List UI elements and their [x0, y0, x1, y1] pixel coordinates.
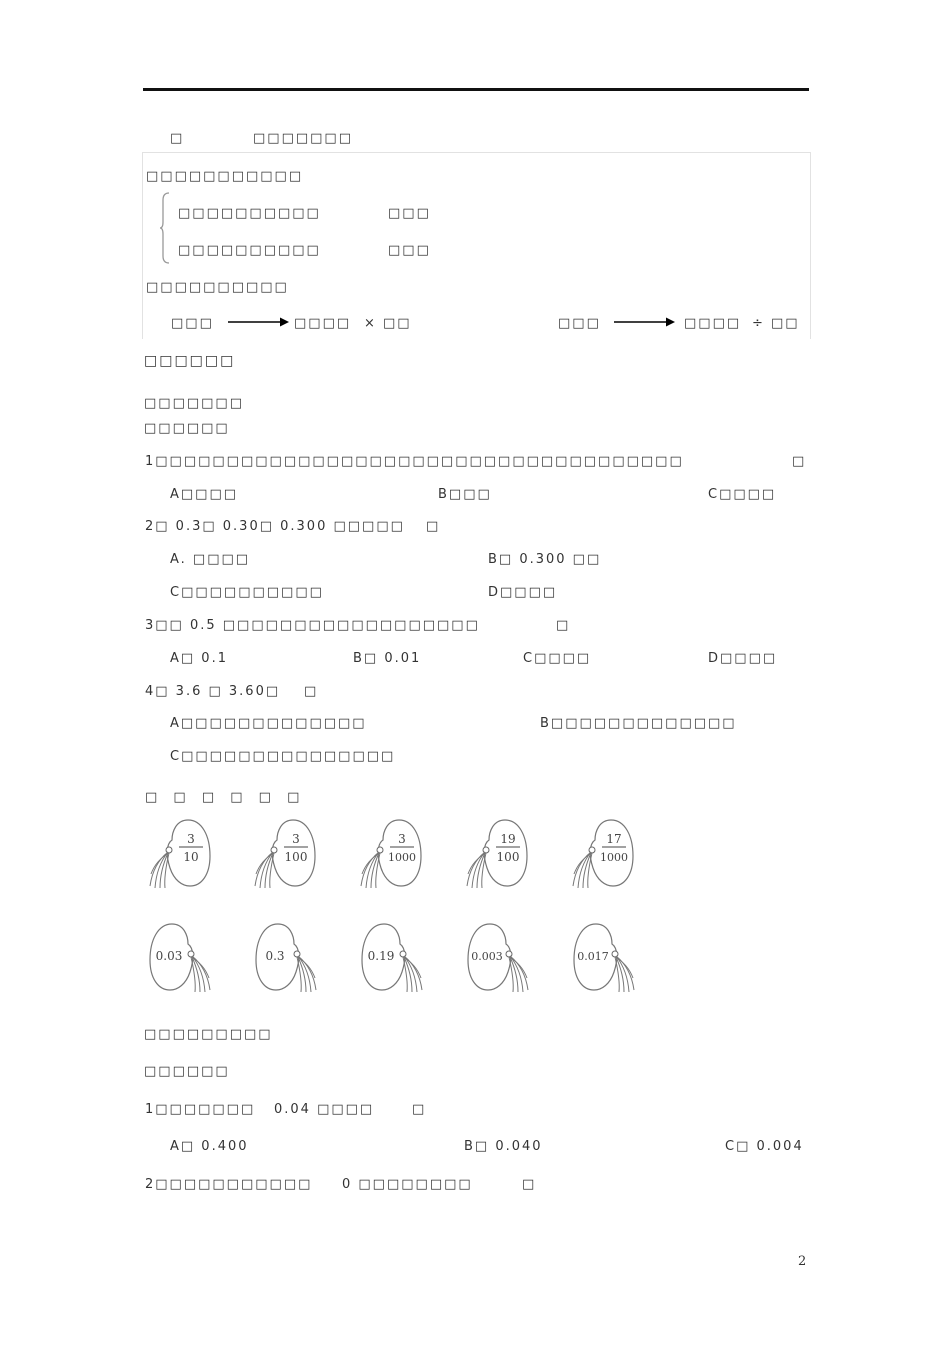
balloon-icon	[253, 816, 319, 890]
box-line-1: □□□□□□□□□□□	[146, 169, 304, 184]
fraction-denominator: 100	[496, 850, 520, 864]
q5-option-c: C□ 0.004	[725, 1139, 804, 1154]
decimal-value: 0.19	[367, 949, 395, 963]
subsection-2: □□□□□□	[144, 421, 230, 436]
q1-option-b: B□□□	[438, 487, 492, 502]
brace-item-2-value: □□□	[388, 243, 431, 258]
balloon-icon	[358, 920, 424, 994]
q2-option-b: B□ 0.300 □□	[488, 552, 602, 567]
q4-option-a: A□□□□□□□□□□□□□	[170, 716, 367, 731]
q3-option-b: B□ 0.01	[353, 651, 422, 666]
balloon-icon	[359, 816, 425, 890]
question-2-paren: □	[426, 519, 441, 534]
conv-1-to: □□□□	[294, 316, 352, 331]
q4-option-b: B□□□□□□□□□□□□□	[540, 716, 737, 731]
balloon-icon	[146, 920, 212, 994]
arrow-right-icon	[228, 316, 290, 328]
question-4-paren: □	[304, 684, 319, 699]
q3-option-a: A□ 0.1	[170, 651, 228, 666]
header-marker: □	[170, 131, 185, 146]
balloon-icon	[571, 816, 637, 890]
balloon-icon	[252, 920, 318, 994]
fraction-numerator: 19	[500, 832, 516, 846]
balloon-icon	[465, 816, 531, 890]
brace-item-1-value: □□□	[388, 206, 431, 221]
q2-option-a: A. □□□□	[170, 552, 251, 567]
fraction-numerator: 3	[398, 832, 406, 846]
subsection-1: □□□□□□□	[144, 396, 244, 411]
fraction-numerator: 3	[292, 832, 300, 846]
matching-title: □ □ □ □ □ □	[145, 790, 306, 805]
q2-option-d: D□□□□	[488, 585, 558, 600]
question-4: 4□ 3.6 □ 3.60□	[145, 684, 281, 699]
decimal-value: 0.003	[471, 950, 503, 963]
decimal-value: 0.017	[577, 950, 609, 963]
decimal-value: 0.03	[155, 949, 183, 963]
balloon-icon	[464, 920, 530, 994]
brace-item-1-label: □□□□□□□□□□	[178, 206, 321, 221]
fraction-denominator: 10	[183, 850, 199, 864]
question-3: 3□□ 0.5 □□□□□□□□□□□□□□□□□□	[145, 618, 480, 633]
question-5: 1□□□□□□□	[145, 1102, 256, 1117]
brace-item-2-label: □□□□□□□□□□	[178, 243, 321, 258]
header-rule	[143, 88, 809, 91]
balloon-icon	[570, 920, 636, 994]
q2-option-c: C□□□□□□□□□□	[170, 585, 324, 600]
arrow-right-icon	[614, 316, 676, 328]
section-2-sub: □□□□□□	[144, 1064, 230, 1079]
box-line-2: □□□□□□□□□□	[146, 280, 289, 295]
question-6-paren: □	[522, 1177, 537, 1192]
q5-option-b: B□ 0.040	[464, 1139, 543, 1154]
q1-option-c: C□□□□	[708, 487, 777, 502]
question-1: 1□□□□□□□□□□□□□□□□□□□□□□□□□□□□□□□□□□□□□	[145, 454, 684, 469]
q1-option-a: A□□□□	[170, 487, 239, 502]
conv-2-to: □□□□	[684, 316, 742, 331]
section-2-title: □□□□□□□□□	[144, 1027, 273, 1042]
question-5-mid: 0.04 □□□□	[274, 1102, 375, 1117]
curly-brace-icon	[160, 192, 170, 264]
fraction-denominator: 1000	[388, 851, 416, 864]
fraction-denominator: 100	[284, 850, 308, 864]
q4-option-c: C□□□□□□□□□□□□□□□	[170, 749, 396, 764]
question-5-paren: □	[412, 1102, 427, 1117]
question-6: 2□□□□□□□□□□□	[145, 1177, 313, 1192]
header-text: □□□□□□□	[253, 131, 353, 146]
decimal-value: 0.3	[265, 949, 285, 963]
conv-1-op: × □□	[364, 316, 412, 331]
fraction-numerator: 17	[606, 832, 622, 846]
section-title: □□□□□□	[144, 353, 236, 369]
question-6-mid: 0 □□□□□□□□	[342, 1177, 473, 1192]
q3-option-d: D□□□□	[708, 651, 778, 666]
question-2: 2□ 0.3□ 0.30□ 0.300 □□□□□	[145, 519, 405, 534]
q3-option-c: C□□□□	[523, 651, 592, 666]
conv-1-from: □□□	[171, 316, 214, 331]
conv-2-op: ÷ □□	[752, 316, 800, 331]
fraction-numerator: 3	[187, 832, 195, 846]
question-3-paren: □	[556, 618, 571, 633]
balloon-icon	[148, 816, 214, 890]
fraction-denominator: 1000	[600, 851, 628, 864]
q5-option-a: A□ 0.400	[170, 1139, 249, 1154]
conv-2-from: □□□	[558, 316, 601, 331]
question-1-paren: □	[792, 454, 807, 469]
page-number: 2	[798, 1254, 807, 1269]
